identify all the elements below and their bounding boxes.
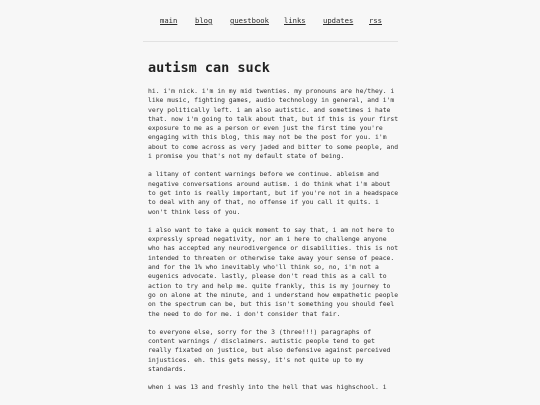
text-line: like music, fighting games, audio technology in general, and i'm <box>148 96 395 105</box>
nav-link-main[interactable]: main <box>160 16 178 25</box>
text-line: standards. <box>148 365 187 374</box>
text-line: on the spectrum can be, but this isn't something you should feel <box>148 300 395 309</box>
text-line: to everyone else, sorry for the 3 (three!!!) paragraphs of <box>148 327 372 336</box>
post-body <box>148 87 398 402</box>
text-line: really fixated on justice, but also defensive against perceived <box>148 346 391 355</box>
text-line: expressly spread negativity, nor am i here to challenge anyone <box>148 235 387 244</box>
text-line: eugenics advocate. lastly, please don't read this as a call to <box>148 272 387 281</box>
post-title: autism can suck <box>148 60 270 76</box>
paragraph-story-start <box>148 383 398 392</box>
text-line: a litany of content warnings before we continue. ableism and <box>148 170 379 179</box>
header-divider <box>143 41 398 42</box>
top-nav <box>0 16 540 30</box>
text-line: when i was 13 and freshly into the hell that was highschool. i <box>148 383 387 392</box>
text-line: hi. i'm nick. i'm in my mid twenties. my pronouns are he/they. i <box>148 87 395 95</box>
text-line: the need to do for me. i don't consider that fair. <box>148 309 341 318</box>
nav-link-rss[interactable]: rss <box>369 16 382 25</box>
paragraph-apology <box>148 328 398 374</box>
text-line: to get into is really important, but if you're not in a headspace <box>148 188 399 197</box>
nav-link-links[interactable]: links <box>284 16 306 25</box>
text-line: i also want to take a quick moment to say that, i am not here to <box>148 225 395 234</box>
paragraph-intro <box>148 87 398 161</box>
nav-link-updates[interactable]: updates <box>323 16 354 25</box>
text-line: i promise you that's not my default state of being. <box>148 152 345 161</box>
text-line: action to try and help me. quite frankly, this is my journey to <box>148 281 391 290</box>
text-line: intended to threaten or otherwise take away your sense of peace. <box>148 253 395 262</box>
text-line: go on alone at the minute, and i understand how empathetic people <box>148 290 399 299</box>
text-line: that. now i'm going to talk about that, but if this is your first <box>148 114 399 123</box>
nav-link-guestbook[interactable]: guestbook <box>230 16 269 25</box>
text-line: exposure to me as a person or even just the first time you're <box>148 124 383 133</box>
text-line: about to come across as very jaded and bitter to some people, and <box>148 142 399 151</box>
text-line: to deal with any of that, no offense if you call it quits. i <box>148 198 379 207</box>
text-line: negative conversations around autism. i do think what i'm about <box>148 179 391 188</box>
text-line: injustices. eh. this gets messy, it's not quite up to my <box>148 355 364 364</box>
text-line: content warnings / disclaimers. autistic people tend to get <box>148 337 376 346</box>
text-line: and for the 1% who inevitably who'll think so, no, i'm not a <box>148 263 379 272</box>
nav-link-blog[interactable]: blog <box>195 16 213 25</box>
paragraph-disclaimer <box>148 226 398 319</box>
paragraph-content-warnings <box>148 170 398 216</box>
text-line: won't think less of you. <box>148 207 241 216</box>
text-line: engaging with this blog, this may not be the post for you. i'm <box>148 133 387 142</box>
text-line: very politically left. i am also autistic. and sometimes i hate <box>148 105 391 114</box>
text-line: who has accepted any neurodivergence or disabilities. this is not <box>148 244 399 253</box>
